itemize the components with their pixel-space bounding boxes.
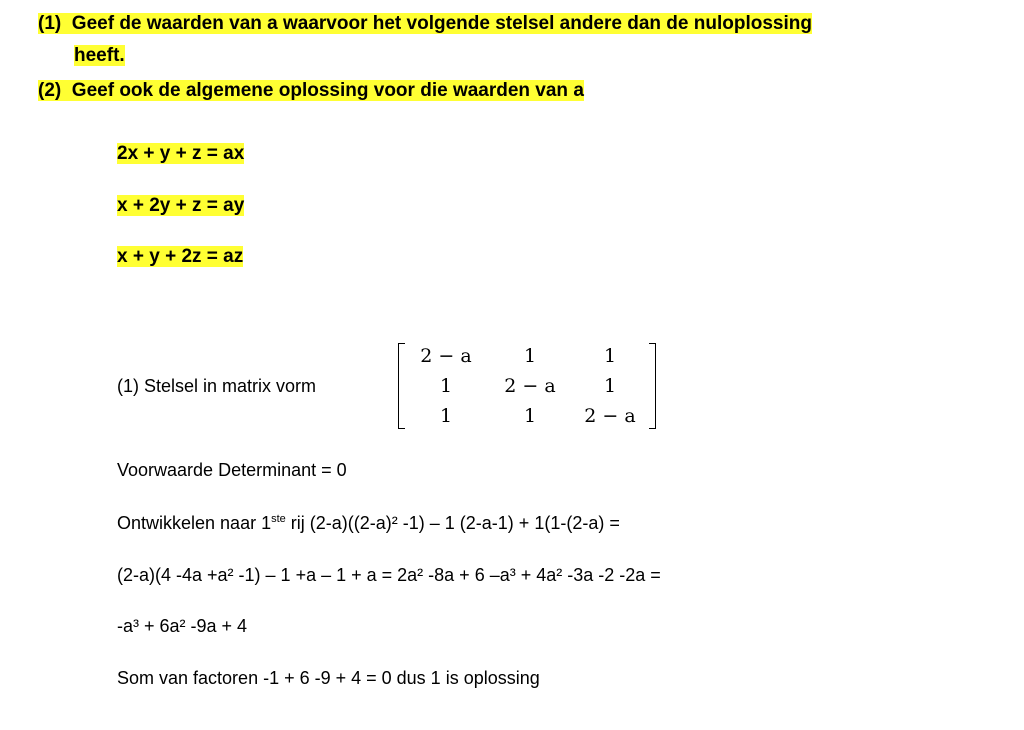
matrix-cell: 2 − a: [584, 405, 636, 427]
equation-3: [117, 245, 243, 269]
matrix-cell: 1: [523, 345, 537, 367]
equation-2: [117, 194, 244, 218]
step-3-line: -a³ + 6a² -9a + 4: [117, 616, 248, 636]
condition-line: Voorwaarde Determinant = 0: [117, 460, 347, 480]
step-4-line: Som van factoren -1 + 6 -9 + 4 = 0 dus 1 is oplossing: [117, 668, 540, 688]
equation-2-text: x + 2y + z = ay: [117, 195, 245, 216]
matrix-cell: 1: [603, 375, 617, 397]
question-2: [38, 79, 584, 103]
question-1-line1: [38, 13, 812, 34]
coefficient-matrix: [398, 341, 656, 431]
matrix-cell: 2 − a: [420, 345, 472, 367]
question-1-line2: heeft.: [74, 45, 125, 66]
question-1-text: Geef de waarden van a waarvoor het volgende stelsel andere dan de nuloplossing: [71, 13, 812, 34]
question-1-continuation: [74, 44, 125, 68]
question-1: [38, 12, 812, 36]
question-1-number: (1): [38, 13, 62, 34]
question-2-line: [38, 80, 584, 101]
matrix-right-bracket: [649, 343, 656, 429]
expansion-line: [117, 511, 620, 535]
expansion-suffix: rij (2-a)((2-a)² -1) – 1 (2-a-1) + 1(1-(2-a) =: [285, 513, 620, 533]
matrix-cell: 1: [603, 345, 617, 367]
matrix-cell: 1: [523, 405, 537, 427]
step-2-line: (2-a)(4 -4a +a² -1) – 1 +a – 1 + a = 2a² -8a + 6 –a³ + 4a² -3a -2 -2a =: [117, 565, 661, 585]
matrix-left-bracket: [398, 343, 405, 429]
matrix-cell: 2 − a: [504, 375, 556, 397]
expansion-prefix: Ontwikkelen naar 1: [117, 513, 272, 533]
equation-1: [117, 142, 244, 166]
matrix-cell: 1: [439, 405, 453, 427]
question-2-number: (2): [38, 80, 62, 101]
equation-1-text: 2x + y + z = ax: [117, 143, 245, 164]
matrix-label: (1) Stelsel in matrix vorm: [117, 376, 317, 396]
question-2-text: Geef ook de algemene oplossing voor die waarden van a: [71, 80, 584, 101]
expansion-superscript: ste: [271, 513, 286, 525]
matrix-cell: 1: [439, 375, 453, 397]
equation-3-text: x + y + 2z = az: [117, 246, 244, 267]
